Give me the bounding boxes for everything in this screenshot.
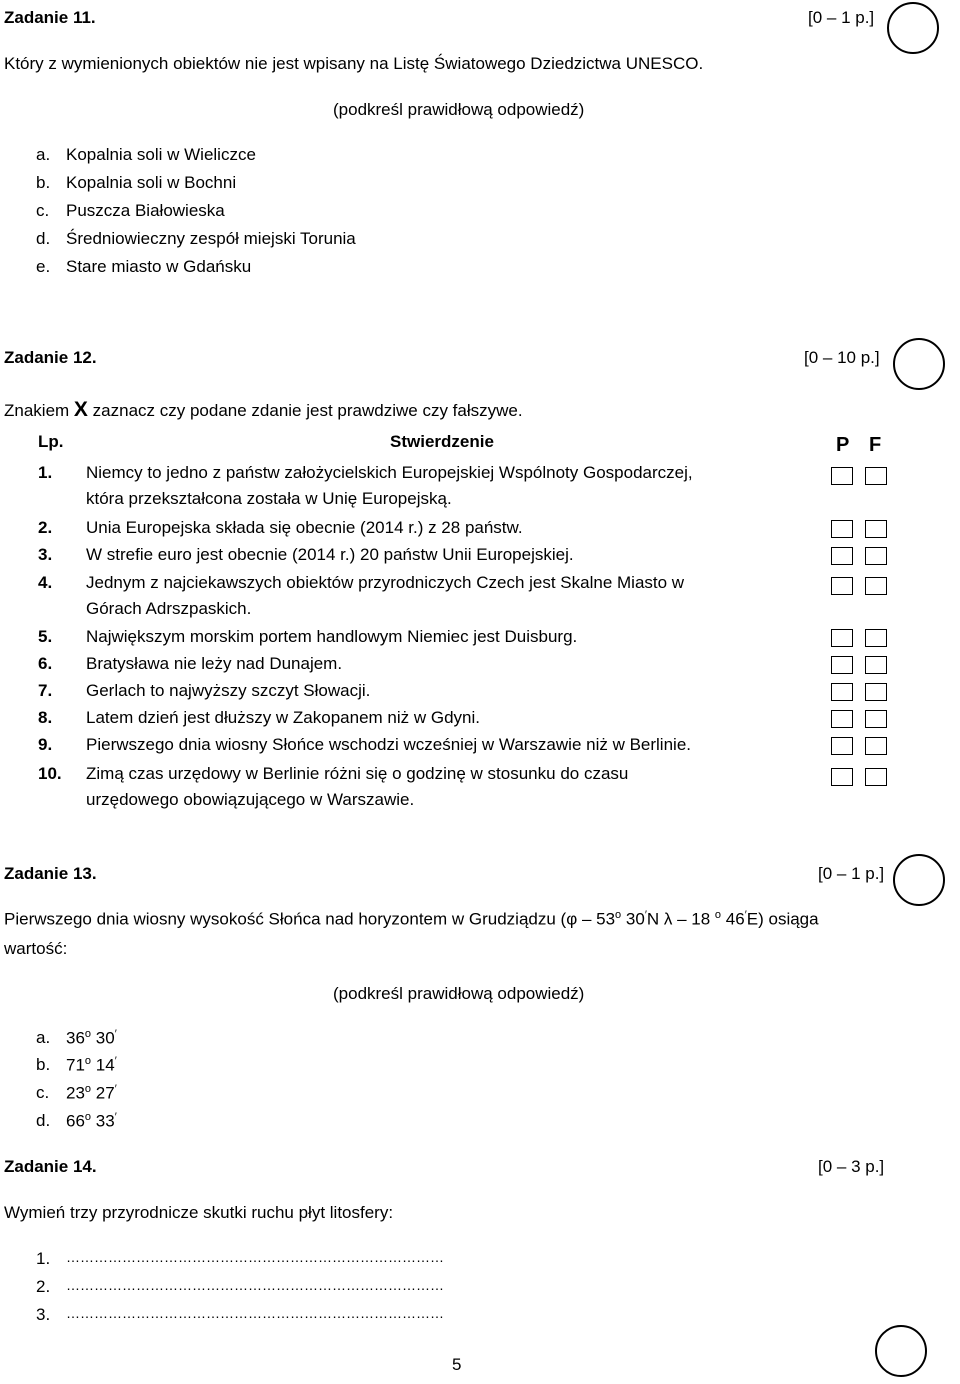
row-number: 9. <box>38 735 53 754</box>
task11-question: Który z wymienionych obiektów nie jest wpisany na Listę Światowego Dziedzictwa UNESCO. <box>4 54 704 73</box>
option-letter: a. <box>36 1028 51 1047</box>
task13-question: Pierwszego dnia wiosny wysokość Słońca nad horyzontem w Grudziądzu (φ – 53$^o$ 30′N λ – 18 $^o$ 46′E) osiąga <box>4 909 819 929</box>
option-letter: d. <box>36 229 51 248</box>
score-circle <box>893 854 945 906</box>
true-checkbox[interactable] <box>831 768 853 786</box>
row-statement: Pierwszego dnia wiosny Słońce wschodzi wcześniej w Warszawie niż w Berlinie. <box>86 735 691 754</box>
page-number: 5 <box>452 1355 462 1374</box>
task12-points: [0 – 10 p.] <box>804 348 880 367</box>
row-statement: Jednym z najciekawszych obiektów przyrodniczych Czech jest Skalne Miasto w Górach Adrszpaskich. <box>86 573 685 618</box>
option-letter: e. <box>36 257 51 276</box>
score-circle <box>887 2 939 54</box>
task14-points: [0 – 3 p.] <box>818 1157 885 1176</box>
true-checkbox[interactable] <box>831 520 853 538</box>
option-text[interactable]: Kopalnia soli w Wieliczce <box>66 145 256 164</box>
row-number: 4. <box>38 573 53 592</box>
false-checkbox[interactable] <box>865 768 887 786</box>
task14-title: Zadanie 14. <box>4 1157 97 1176</box>
row-number: 10. <box>38 764 62 783</box>
row-number: 6. <box>38 654 53 673</box>
option-text[interactable]: Stare miasto w Gdańsku <box>66 257 252 276</box>
row-number: 7. <box>38 681 53 700</box>
true-checkbox[interactable] <box>831 629 853 647</box>
row-number: 1. <box>38 463 53 482</box>
header-statement: Stwierdzenie <box>390 432 494 451</box>
row-statement: W strefie euro jest obecnie (2014 r.) 20 państw Unii Europejskiej. <box>86 545 574 564</box>
row-statement: Bratysława nie leży nad Dunajem. <box>86 654 343 673</box>
row-number: 3. <box>38 545 53 564</box>
task13-points: [0 – 1 p.] <box>818 864 885 883</box>
option-letter: b. <box>36 173 51 192</box>
false-checkbox[interactable] <box>865 467 887 485</box>
answer-number: 3. <box>36 1305 51 1324</box>
instruction-text: zaznacz czy podane zdanie jest prawdziwe czy fałszywe. <box>87 401 523 420</box>
answer-number: 2. <box>36 1277 51 1296</box>
answer-line[interactable]: ……………………………………………………………………… <box>66 1305 444 1321</box>
row-statement: Unia Europejska składa się obecnie (2014 r.) z 28 państw. <box>86 518 523 537</box>
task13-question-line2: wartość: <box>4 939 68 958</box>
row-statement: Latem dzień jest dłuższy w Zakopanem niż w Gdyni. <box>86 708 481 727</box>
row-number: 5. <box>38 627 53 646</box>
option-letter: c. <box>36 1083 50 1102</box>
score-circle <box>875 1325 927 1377</box>
instruction-text: Znakiem <box>4 401 74 420</box>
task12-title: Zadanie 12. <box>4 348 97 367</box>
header-true: P <box>836 434 850 456</box>
true-checkbox[interactable] <box>831 547 853 565</box>
task12-instruction <box>4 398 523 422</box>
row-statement: Niemcy to jedno z państw założycielskich Europejskiej Wspólnoty Gospodarczej, która przekształcona została w Unię Europejską. <box>86 463 693 508</box>
header-false: F <box>869 434 882 456</box>
row-statement: Zimą czas urzędowy w Berlinie różni się o godzinę w stosunku do czasu urzędowego obowiązującego w Warszawie. <box>86 764 629 809</box>
task11-title: Zadanie 11. <box>4 8 96 27</box>
option-value[interactable]: 23$^o$ 27′ <box>66 1083 117 1103</box>
option-text[interactable]: Puszcza Białowieska <box>66 201 225 220</box>
answer-line[interactable]: ……………………………………………………………………… <box>66 1249 444 1265</box>
row-statement: Gerlach to najwyższy szczyt Słowacji. <box>86 681 371 700</box>
option-text[interactable]: Kopalnia soli w Bochni <box>66 173 237 192</box>
false-checkbox[interactable] <box>865 710 887 728</box>
x-mark: X <box>73 398 88 421</box>
option-value[interactable]: 71$^o$ 14′ <box>66 1055 117 1075</box>
task11-instruction: (podkreśl prawidłową odpowiedź) <box>333 100 585 119</box>
true-checkbox[interactable] <box>831 737 853 755</box>
row-number: 8. <box>38 708 53 727</box>
false-checkbox[interactable] <box>865 683 887 701</box>
task13-instruction: (podkreśl prawidłową odpowiedź) <box>333 984 585 1003</box>
true-checkbox[interactable] <box>831 710 853 728</box>
true-checkbox[interactable] <box>831 656 853 674</box>
task14-question: Wymień trzy przyrodnicze skutki ruchu płyt litosfery: <box>4 1203 394 1222</box>
option-letter: a. <box>36 145 51 164</box>
option-value[interactable]: 66$^o$ 33′ <box>66 1111 117 1131</box>
row-statement: Największym morskim portem handlowym Niemiec jest Duisburg. <box>86 627 578 646</box>
option-text[interactable]: Średniowieczny zespół miejski Torunia <box>66 229 356 248</box>
true-checkbox[interactable] <box>831 577 853 595</box>
option-value[interactable]: 36$^o$ 30′ <box>66 1028 117 1048</box>
false-checkbox[interactable] <box>865 629 887 647</box>
false-checkbox[interactable] <box>865 547 887 565</box>
option-letter: d. <box>36 1111 51 1130</box>
task11-points: [0 – 1 p.] <box>808 8 875 27</box>
false-checkbox[interactable] <box>865 577 887 595</box>
answer-number: 1. <box>36 1249 51 1268</box>
option-letter: b. <box>36 1055 51 1074</box>
option-letter: c. <box>36 201 50 220</box>
task13-title: Zadanie 13. <box>4 864 97 883</box>
false-checkbox[interactable] <box>865 520 887 538</box>
header-lp: Lp. <box>38 432 64 451</box>
false-checkbox[interactable] <box>865 737 887 755</box>
row-number: 2. <box>38 518 53 537</box>
score-circle <box>893 338 945 390</box>
true-checkbox[interactable] <box>831 683 853 701</box>
false-checkbox[interactable] <box>865 656 887 674</box>
answer-line[interactable]: ……………………………………………………………………… <box>66 1277 444 1293</box>
true-checkbox[interactable] <box>831 467 853 485</box>
